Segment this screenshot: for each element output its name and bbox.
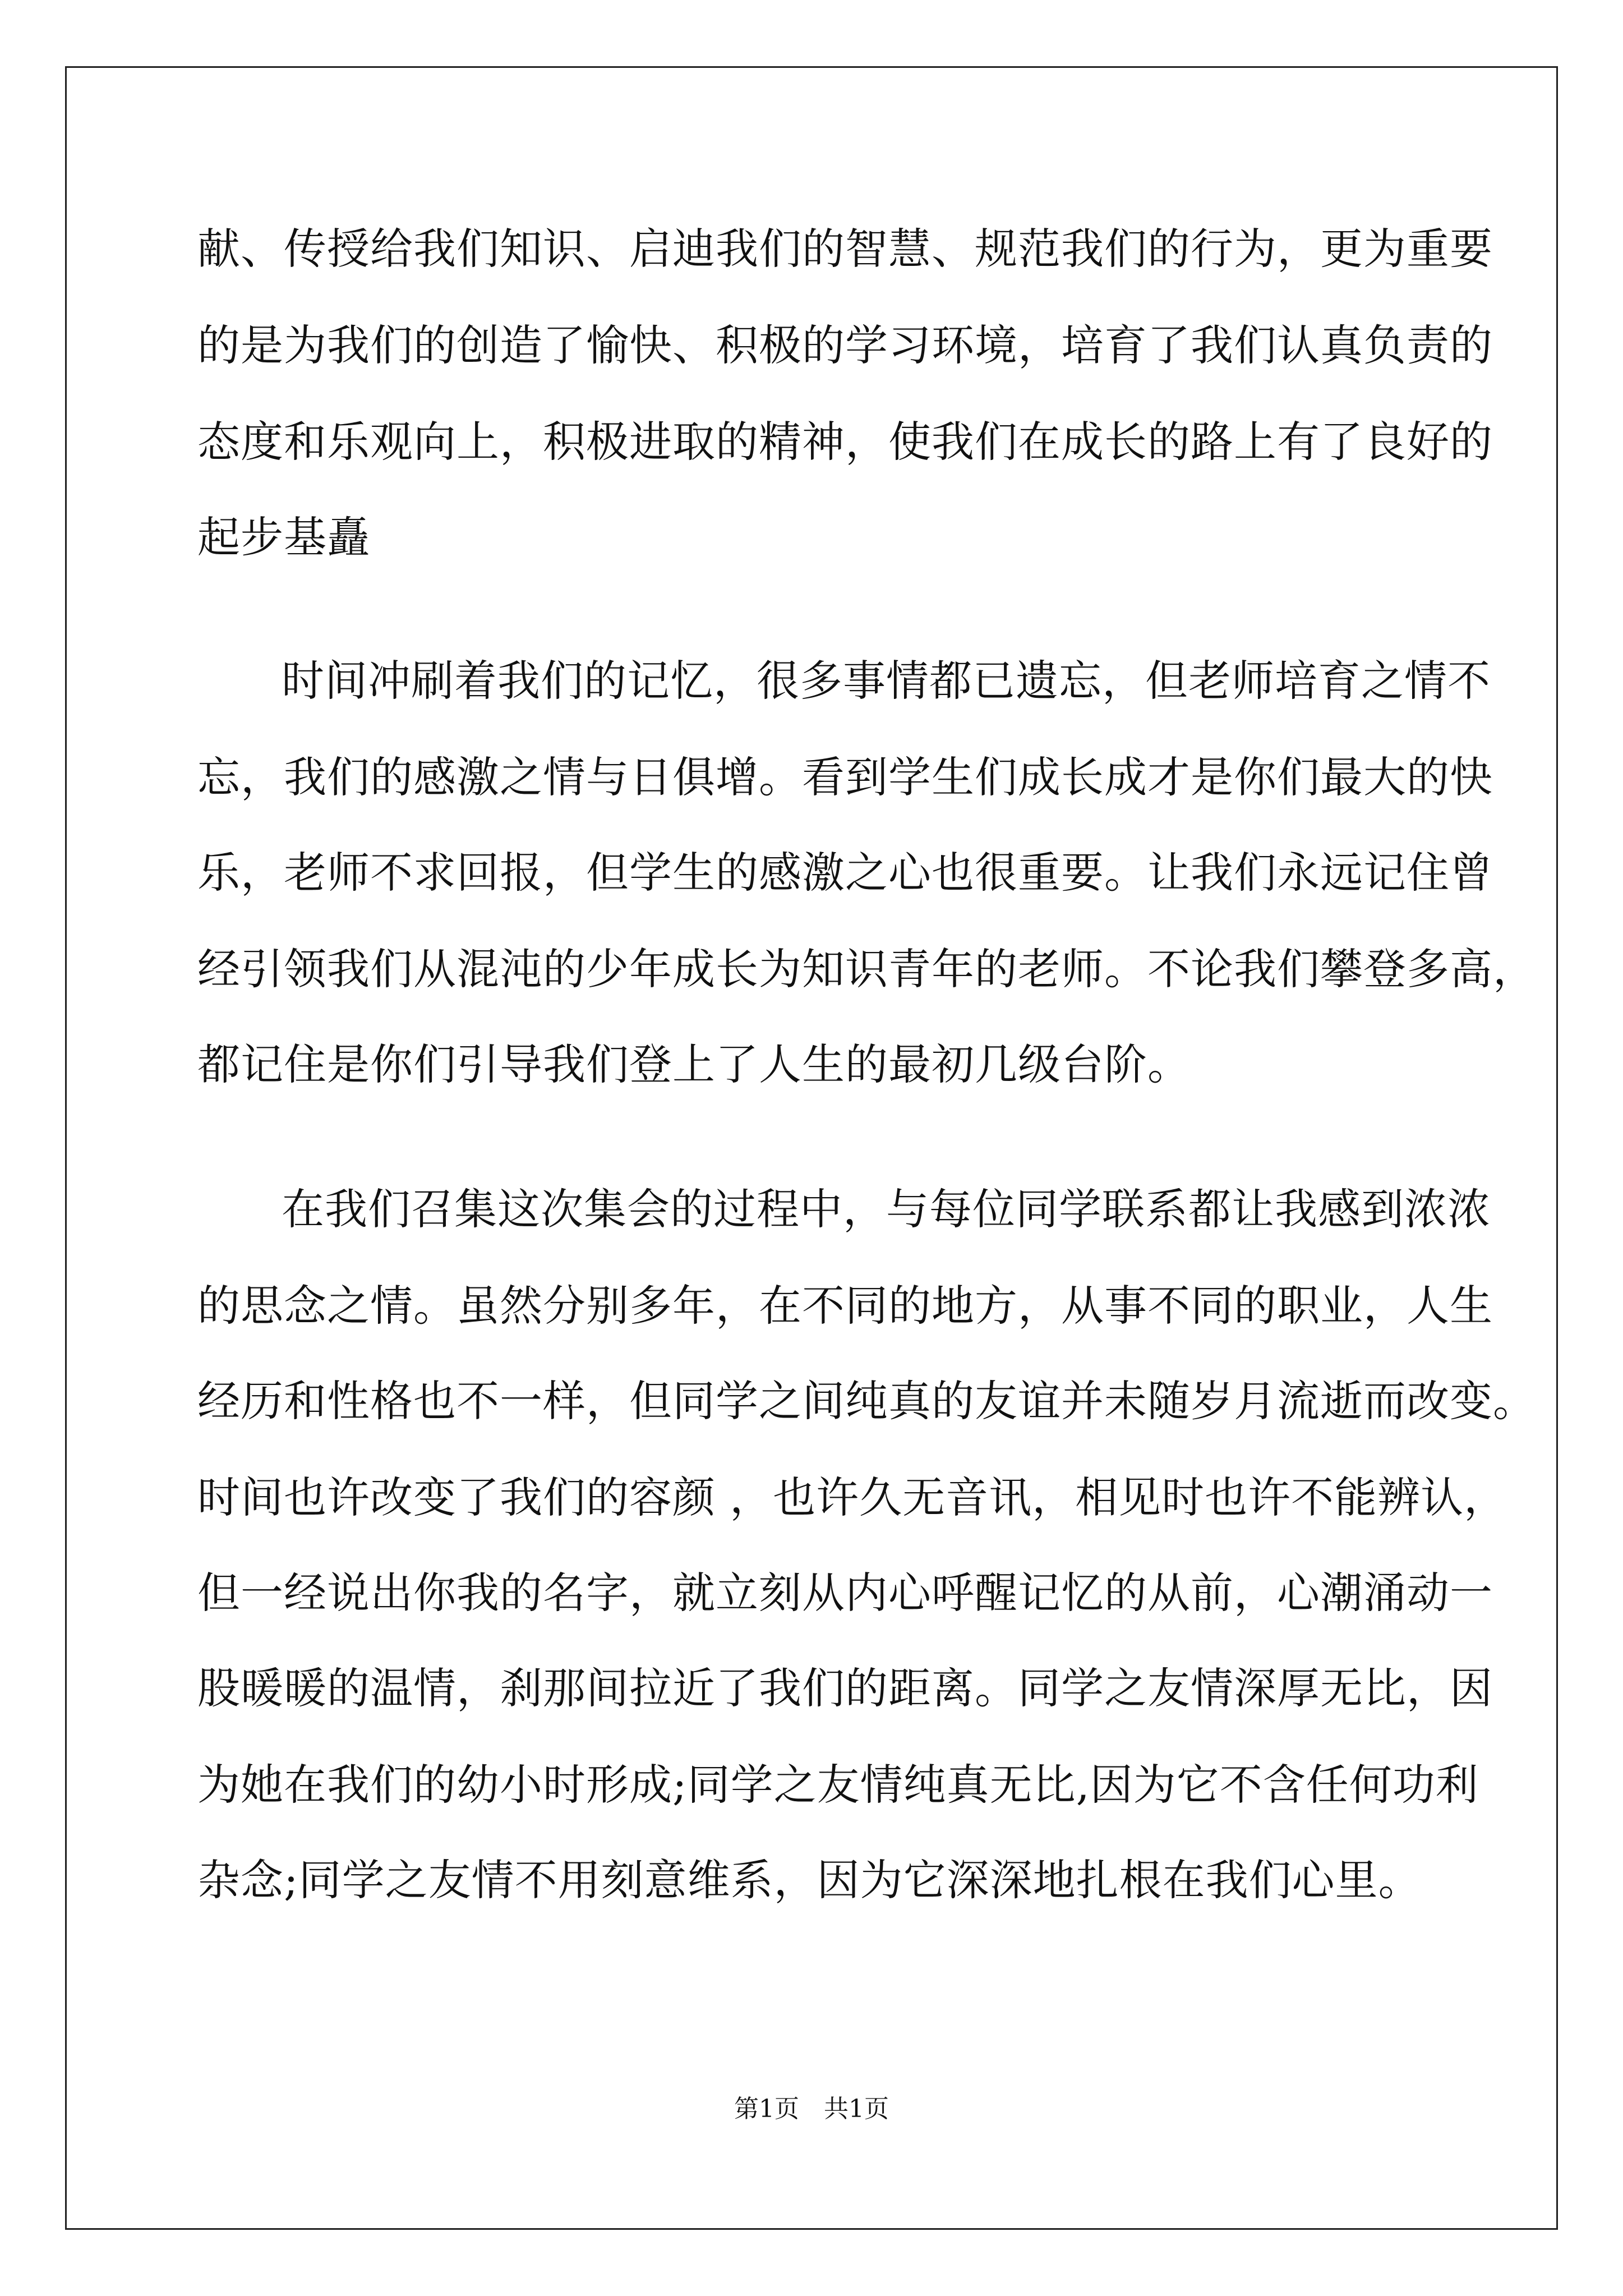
page-number-footer: 第1页 共1页 [734, 2095, 889, 2123]
text-line-2: 的是为我们的创造了愉快、积极的学习环境，培育了我们认真负责的 [197, 320, 1493, 370]
text-line-14: 但一经说出你我的名字，就立刻从内心呼醒记忆的从前，心潮涌动一 [197, 1568, 1493, 1618]
text-line-15: 股暖暖的温情，刹那间拉近了我们的距离。同学之友情深厚无比，因 [197, 1663, 1493, 1713]
text-line-7: 乐，老师不求回报，但学生的感激之心也很重要。让我们永远记住曾 [197, 848, 1493, 898]
text-line-9: 都记住是你们引导我们登上了人生的最初几级台阶。 [197, 1039, 1191, 1089]
text-line-4: 起步基矗 [197, 512, 370, 562]
text-line-11: 的思念之情。虽然分别多年，在不同的地方，从事不同的职业，人生 [197, 1281, 1493, 1331]
text-line-13: 时间也许改变了我们的容颜 ，也许久无音讯，相见时也许不能辨认， [197, 1473, 1507, 1522]
text-line-6: 忘，我们的感激之情与日俱增。看到学生们成长成才是你们最大的快 [197, 752, 1493, 802]
text-line-16: 为她在我们的幼小时形成;同学之友情纯真无比,因为它不含任何功利 [197, 1760, 1479, 1810]
text-line-12: 经历和性格也不一样，但同学之间纯真的友谊并未随岁月流逝而改变。 [197, 1376, 1536, 1426]
text-line-3: 态度和乐观向上，积极进取的精神，使我们在成长的路上有了良好的 [197, 417, 1493, 467]
paragraph-2-line-1: 时间冲刷着我们的记忆，很多事情都已遗忘，但老师培育之情不 [282, 656, 1491, 706]
paragraph-3-line-1: 在我们召集这次集会的过程中，与每位同学联系都让我感到浓浓 [282, 1184, 1491, 1234]
text-line-17: 杂念;同学之友情不用刻意维系，因为它深深地扎根在我们心里。 [197, 1855, 1422, 1905]
text-line-1: 献、传授给我们知识、启迪我们的智慧、规范我们的行为，更为重要 [197, 224, 1493, 274]
text-line-8: 经引领我们从混沌的少年成长为知识青年的老师。不论我们攀登多高， [197, 944, 1536, 994]
page-border [65, 66, 1558, 2230]
